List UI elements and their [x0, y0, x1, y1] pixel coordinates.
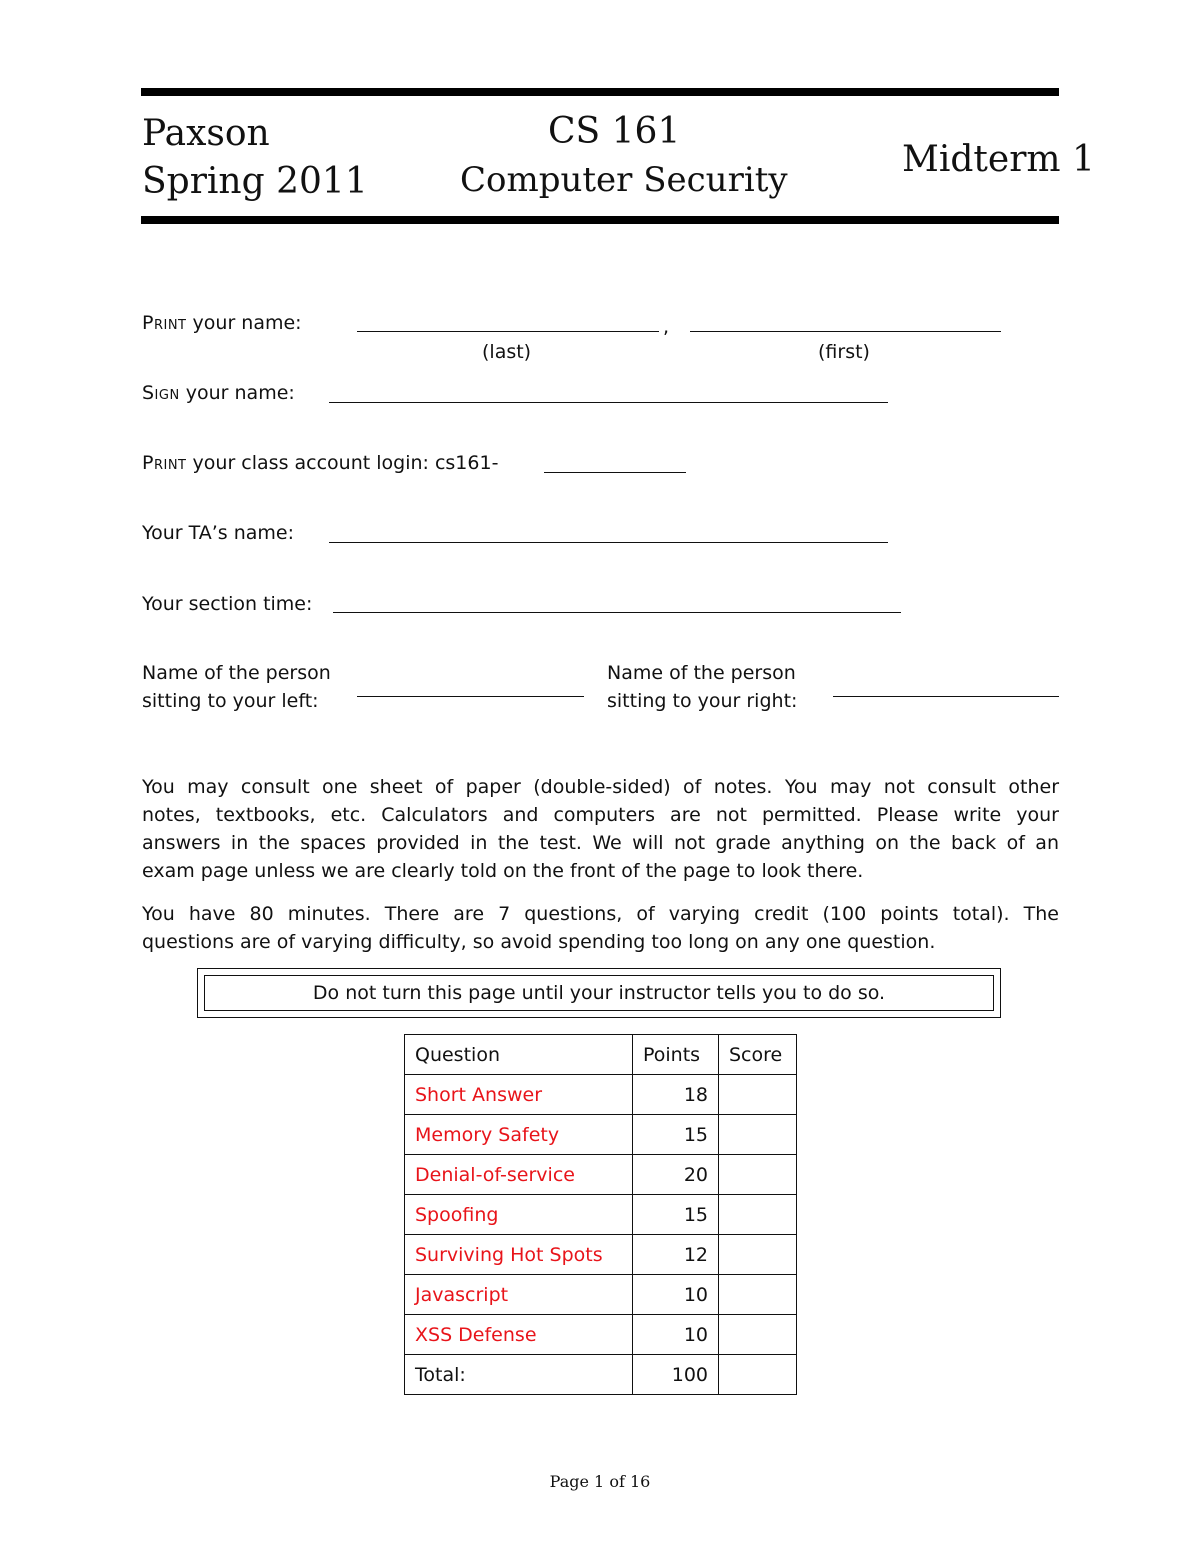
print-name-label: Print your name:: [142, 312, 302, 334]
question-points: 15: [633, 1195, 719, 1235]
left-person-label-line2: sitting to your left:: [142, 690, 319, 712]
last-name-caption: (last): [482, 341, 532, 363]
table-row: [405, 1155, 797, 1195]
exam-title: Midterm 1: [902, 139, 1095, 180]
question-points: 10: [633, 1315, 719, 1355]
instructions-line: You may consult one sheet of paper (double-sided) of notes. You may not consult other: [142, 776, 1059, 798]
table-row: [405, 1075, 797, 1115]
score-cell: [719, 1115, 797, 1155]
instructor-name: Paxson: [142, 113, 270, 154]
instructions-line: answers in the spaces provided in the test. We will not grade anything on the back of an: [142, 832, 1059, 854]
course-title: Computer Security: [460, 160, 788, 200]
table-row: [405, 1235, 797, 1275]
first-name-field[interactable]: [690, 331, 1001, 332]
right-person-field[interactable]: [833, 696, 1059, 697]
question-points: 10: [633, 1275, 719, 1315]
instructions-paragraph-2: [142, 900, 1059, 956]
question-link[interactable]: Memory Safety: [405, 1115, 633, 1155]
table-header-row: [405, 1035, 797, 1075]
total-score-cell: [719, 1355, 797, 1395]
score-cell: [719, 1275, 797, 1315]
question-link[interactable]: Denial-of-service: [405, 1155, 633, 1195]
section-time-label: Your section time:: [142, 593, 313, 615]
notice-box: [197, 968, 1001, 1018]
instructions-line: notes, textbooks, etc. Calculators and computers are not permitted. Please write your: [142, 804, 1059, 826]
sign-name-label: Sign your name:: [142, 382, 295, 404]
right-person-label-line2: sitting to your right:: [607, 690, 798, 712]
question-link[interactable]: XSS Defense: [405, 1315, 633, 1355]
column-header-points: Points: [633, 1035, 719, 1075]
question-link[interactable]: Surviving Hot Spots: [405, 1235, 633, 1275]
score-cell: [719, 1235, 797, 1275]
total-points: 100: [633, 1355, 719, 1395]
header-top-rule: [141, 88, 1059, 96]
login-label: Print your class account login: cs161-: [142, 452, 499, 474]
table-total-row: [405, 1355, 797, 1395]
last-name-field[interactable]: [357, 331, 659, 332]
question-link[interactable]: Javascript: [405, 1275, 633, 1315]
question-points: 15: [633, 1115, 719, 1155]
instructions-line: exam page unless we are clearly told on the front of the page to look there.: [142, 860, 864, 882]
name-comma: ,: [663, 316, 670, 338]
score-cell: [719, 1195, 797, 1235]
grade-table: [404, 1034, 797, 1395]
question-link[interactable]: Spoofing: [405, 1195, 633, 1235]
header-bottom-rule: [141, 216, 1059, 224]
table-row: [405, 1315, 797, 1355]
question-link[interactable]: Short Answer: [405, 1075, 633, 1115]
column-header-score: Score: [719, 1035, 797, 1075]
score-cell: [719, 1315, 797, 1355]
course-code: CS 161: [548, 111, 681, 152]
first-name-caption: (first): [818, 341, 870, 363]
left-person-field[interactable]: [357, 696, 584, 697]
table-row: [405, 1115, 797, 1155]
score-cell: [719, 1155, 797, 1195]
instructions-paragraph-1: [142, 773, 1059, 885]
ta-name-field[interactable]: [329, 542, 888, 543]
section-time-field[interactable]: [333, 612, 901, 613]
term: Spring 2011: [142, 161, 368, 202]
notice-text: Do not turn this page until your instructor tells you to do so.: [204, 975, 994, 1011]
signature-field[interactable]: [329, 402, 888, 403]
instructions-line: questions are of varying difficulty, so avoid spending too long on any one question.: [142, 931, 936, 953]
question-points: 20: [633, 1155, 719, 1195]
ta-name-label: Your TA’s name:: [142, 522, 294, 544]
question-points: 12: [633, 1235, 719, 1275]
question-points: 18: [633, 1075, 719, 1115]
page-number: Page 1 of 16: [549, 1472, 651, 1491]
right-person-label-line1: Name of the person: [607, 662, 796, 684]
score-cell: [719, 1075, 797, 1115]
instructions-line: You have 80 minutes. There are 7 questions, of varying credit (100 points total). The: [142, 903, 1059, 925]
table-row: [405, 1275, 797, 1315]
total-label: Total:: [405, 1355, 633, 1395]
table-row: [405, 1195, 797, 1235]
column-header-question: Question: [405, 1035, 633, 1075]
left-person-label-line1: Name of the person: [142, 662, 331, 684]
login-field[interactable]: [544, 472, 686, 473]
